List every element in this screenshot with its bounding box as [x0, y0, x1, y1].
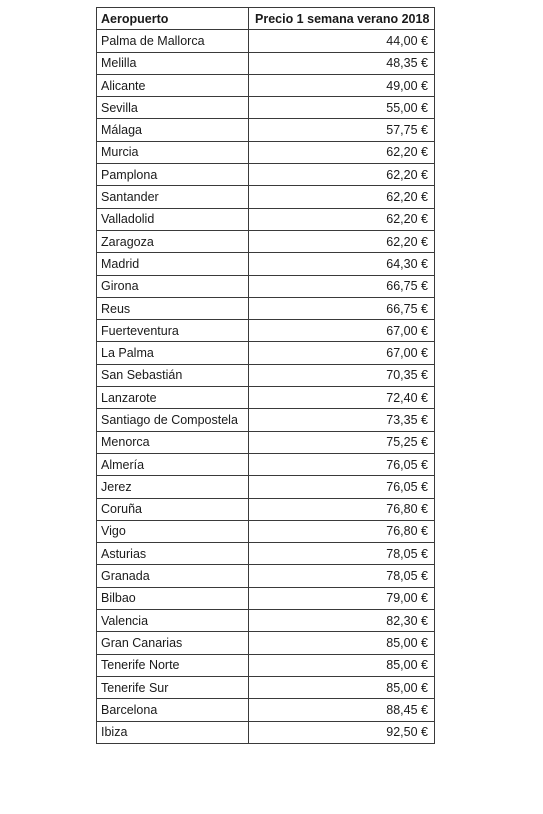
- table-row: [97, 409, 435, 431]
- price-cell: 85,00 €: [249, 654, 435, 676]
- table-row: [97, 30, 435, 52]
- price-cell: 85,00 €: [249, 676, 435, 698]
- table-row: [97, 342, 435, 364]
- airport-name-cell: Murcia: [97, 141, 249, 163]
- airport-name-cell: Santiago de Compostela: [97, 409, 249, 431]
- airport-name-cell: Gran Canarias: [97, 632, 249, 654]
- airport-name-cell: Granada: [97, 565, 249, 587]
- price-cell: 70,35 €: [249, 364, 435, 386]
- price-cell: 92,50 €: [249, 721, 435, 743]
- table-row: [97, 587, 435, 609]
- price-cell: 82,30 €: [249, 610, 435, 632]
- header-price: Precio 1 semana verano 2018: [249, 8, 435, 30]
- price-cell: 62,20 €: [249, 186, 435, 208]
- airport-name-cell: Vigo: [97, 520, 249, 542]
- airport-name-cell: Asturias: [97, 543, 249, 565]
- price-cell: 66,75 €: [249, 297, 435, 319]
- table-row: [97, 676, 435, 698]
- price-cell: 57,75 €: [249, 119, 435, 141]
- price-cell: 76,80 €: [249, 520, 435, 542]
- airport-name-cell: Palma de Mallorca: [97, 30, 249, 52]
- airport-name-cell: Santander: [97, 186, 249, 208]
- table-row: [97, 431, 435, 453]
- airport-name-cell: Sevilla: [97, 97, 249, 119]
- price-cell: 76,80 €: [249, 498, 435, 520]
- table-row: [97, 498, 435, 520]
- table-body: [97, 30, 435, 744]
- price-cell: 73,35 €: [249, 409, 435, 431]
- table-row: [97, 52, 435, 74]
- price-cell: 76,05 €: [249, 476, 435, 498]
- airport-price-table: [96, 7, 435, 744]
- airport-name-cell: Lanzarote: [97, 387, 249, 409]
- table-row: [97, 208, 435, 230]
- table-row: [97, 610, 435, 632]
- price-cell: 64,30 €: [249, 253, 435, 275]
- airport-name-cell: Melilla: [97, 52, 249, 74]
- table-row: [97, 253, 435, 275]
- table-row: [97, 699, 435, 721]
- table-row: [97, 164, 435, 186]
- airport-name-cell: Girona: [97, 275, 249, 297]
- airport-name-cell: Madrid: [97, 253, 249, 275]
- price-cell: 76,05 €: [249, 453, 435, 475]
- price-cell: 62,20 €: [249, 230, 435, 252]
- price-table-container: [96, 7, 435, 744]
- airport-name-cell: San Sebastián: [97, 364, 249, 386]
- table-row: [97, 74, 435, 96]
- table-row: [97, 453, 435, 475]
- price-cell: 72,40 €: [249, 387, 435, 409]
- airport-name-cell: Almería: [97, 453, 249, 475]
- table-row: [97, 520, 435, 542]
- airport-name-cell: Ibiza: [97, 721, 249, 743]
- table-row: [97, 97, 435, 119]
- airport-name-cell: La Palma: [97, 342, 249, 364]
- price-cell: 55,00 €: [249, 97, 435, 119]
- table-row: [97, 186, 435, 208]
- table-row: [97, 141, 435, 163]
- price-cell: 85,00 €: [249, 632, 435, 654]
- price-cell: 79,00 €: [249, 587, 435, 609]
- price-cell: 67,00 €: [249, 320, 435, 342]
- price-cell: 62,20 €: [249, 208, 435, 230]
- airport-name-cell: Coruña: [97, 498, 249, 520]
- airport-name-cell: Reus: [97, 297, 249, 319]
- airport-name-cell: Alicante: [97, 74, 249, 96]
- price-cell: 78,05 €: [249, 565, 435, 587]
- price-cell: 62,20 €: [249, 164, 435, 186]
- airport-name-cell: Valencia: [97, 610, 249, 632]
- table-row: [97, 721, 435, 743]
- airport-name-cell: Bilbao: [97, 587, 249, 609]
- airport-name-cell: Tenerife Sur: [97, 676, 249, 698]
- table-row: [97, 230, 435, 252]
- airport-name-cell: Jerez: [97, 476, 249, 498]
- table-row: [97, 275, 435, 297]
- table-row: [97, 297, 435, 319]
- table-row: [97, 320, 435, 342]
- price-cell: 49,00 €: [249, 74, 435, 96]
- table-row: [97, 543, 435, 565]
- airport-name-cell: Zaragoza: [97, 230, 249, 252]
- table-header-row: [97, 8, 435, 30]
- header-airport: Aeropuerto: [97, 8, 249, 30]
- table-row: [97, 632, 435, 654]
- table-row: [97, 119, 435, 141]
- price-cell: 75,25 €: [249, 431, 435, 453]
- table-row: [97, 565, 435, 587]
- airport-name-cell: Barcelona: [97, 699, 249, 721]
- price-cell: 88,45 €: [249, 699, 435, 721]
- airport-name-cell: Fuerteventura: [97, 320, 249, 342]
- airport-name-cell: Menorca: [97, 431, 249, 453]
- table-row: [97, 364, 435, 386]
- table-row: [97, 387, 435, 409]
- table-row: [97, 476, 435, 498]
- price-cell: 67,00 €: [249, 342, 435, 364]
- price-cell: 44,00 €: [249, 30, 435, 52]
- airport-name-cell: Tenerife Norte: [97, 654, 249, 676]
- airport-name-cell: Málaga: [97, 119, 249, 141]
- price-cell: 62,20 €: [249, 141, 435, 163]
- airport-name-cell: Valladolid: [97, 208, 249, 230]
- price-cell: 66,75 €: [249, 275, 435, 297]
- price-cell: 48,35 €: [249, 52, 435, 74]
- price-cell: 78,05 €: [249, 543, 435, 565]
- airport-name-cell: Pamplona: [97, 164, 249, 186]
- table-row: [97, 654, 435, 676]
